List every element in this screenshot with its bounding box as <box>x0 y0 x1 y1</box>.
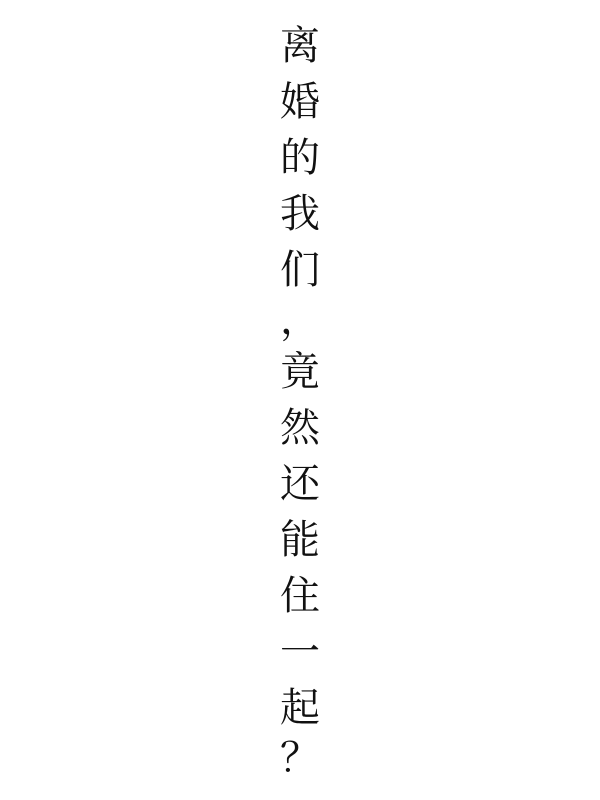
title-character: 还 <box>280 461 320 507</box>
title-character: 婚 <box>280 79 320 125</box>
title-character: 离 <box>280 23 320 69</box>
vertical-title <box>0 18 600 782</box>
title-character: 能 <box>280 517 320 563</box>
title-character: 们 <box>280 247 320 293</box>
title-character: 的 <box>280 135 320 181</box>
title-character: 一 <box>280 629 320 675</box>
title-character: 住 <box>280 573 320 619</box>
title-character: 然 <box>280 405 320 451</box>
title-character: 我 <box>280 191 320 237</box>
title-character: 起 <box>280 685 320 731</box>
title-character-punctuation: ？ <box>280 735 320 781</box>
title-character-punctuation: ， <box>280 297 320 343</box>
title-character: 竟 <box>280 349 320 395</box>
